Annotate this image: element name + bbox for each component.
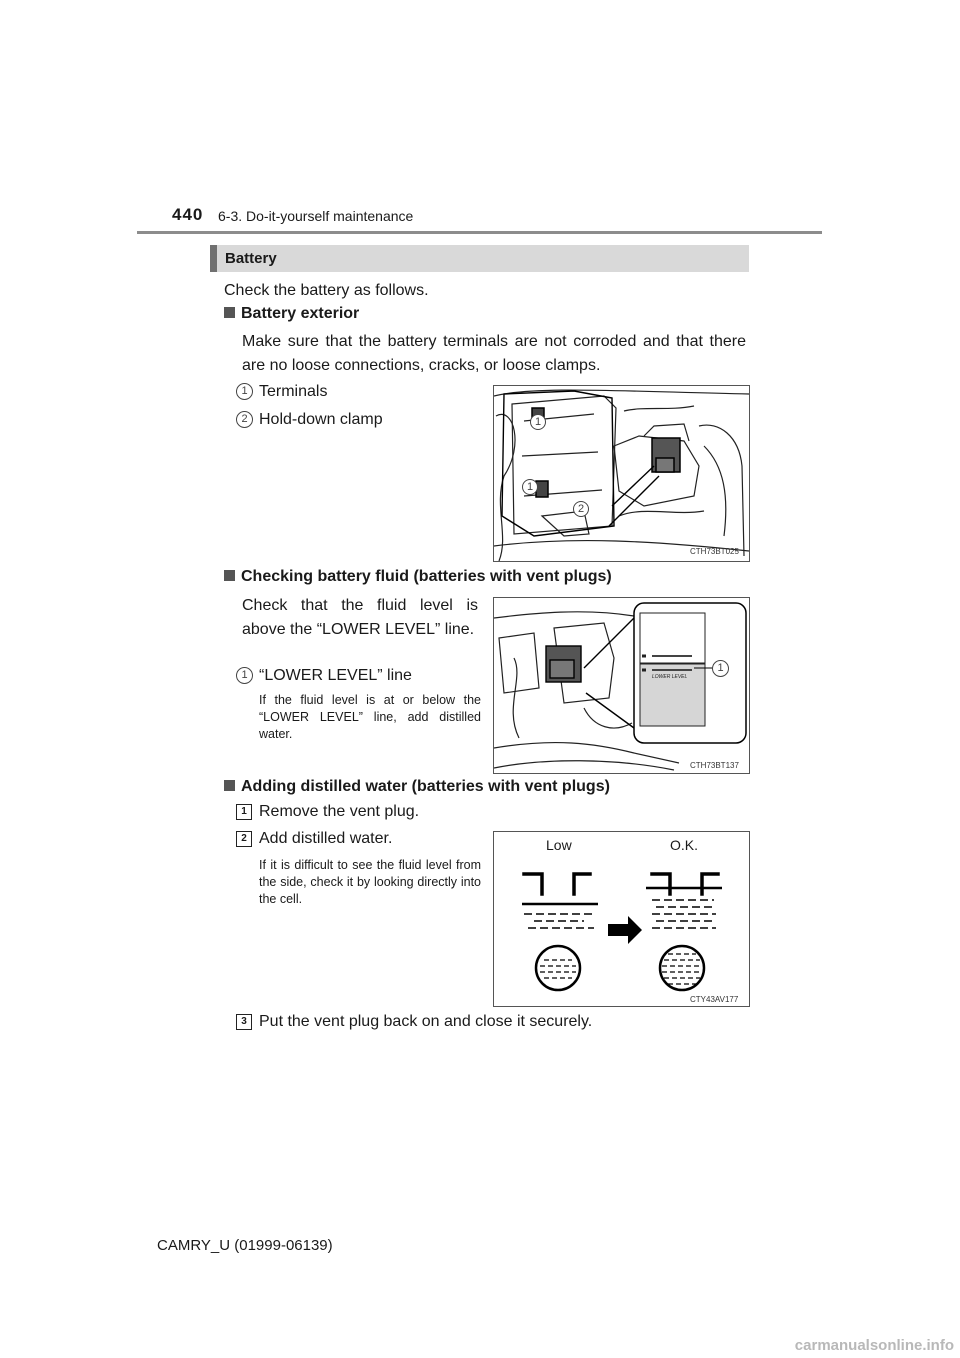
fluid-item-number-1: 1 (236, 667, 253, 684)
figure-code-3: CTY43AV177 (690, 995, 739, 1004)
header-rule (137, 231, 822, 234)
item-hold-down-clamp: Hold-down clamp (259, 411, 383, 428)
page-number: 440 (172, 205, 204, 224)
battery-fluid-figure (493, 597, 750, 774)
step-number-2: 2 (236, 831, 252, 847)
fluid-note: If the fluid level is at or below the “LOWER LEVEL” line, add distilled water. (259, 693, 481, 741)
low-vs-ok-illustration (494, 832, 749, 1006)
section-banner (210, 245, 749, 272)
item-number-1: 1 (236, 383, 253, 400)
distilled-heading-text: Adding distilled water (batteries with vent plugs) (241, 778, 610, 795)
fluid-heading (224, 568, 612, 586)
section-reference: 6-3. Do-it-yourself maintenance (218, 208, 414, 224)
distilled-heading (224, 778, 610, 796)
step-2-note: If it is difficult to see the fluid level from the side, check it by looking directly into the cell. (259, 858, 481, 906)
fluid-item-lower-level: “LOWER LEVEL” line (259, 667, 412, 684)
ok-label: O.K. (670, 837, 699, 853)
figure-callout-clamp: 2 (573, 501, 589, 517)
section-banner-marker (210, 245, 217, 272)
low-label: Low (546, 837, 572, 853)
item-terminals: Terminals (259, 383, 328, 400)
step-remove-vent-plug: Remove the vent plug. (259, 803, 420, 820)
watermark: carmanualsonline.info (794, 1337, 954, 1354)
square-bullet-icon (224, 780, 235, 791)
fluid-heading-text: Checking battery fluid (batteries with vent plugs) (241, 568, 612, 585)
figure-callout-terminal-bottom: 1 (522, 479, 538, 495)
figure-code-1: CTH73BT025 (690, 547, 739, 556)
figure-callout-terminal-top: 1 (530, 414, 546, 430)
document-id: CAMRY_U (01999-06139) (157, 1237, 333, 1254)
figure-code-2: CTH73BT137 (690, 761, 739, 770)
step-number-3: 3 (236, 1014, 252, 1030)
battery-exterior-figure (493, 385, 750, 562)
exterior-heading-text: Battery exterior (241, 305, 360, 322)
engine-bay-illustration (494, 386, 749, 561)
step-replace-vent-plug: Put the vent plug back on and close it securely. (259, 1013, 593, 1030)
fluid-body: Check that the fluid level is above the “LOWER LEVEL” line. (242, 597, 478, 638)
square-bullet-icon (224, 307, 235, 318)
fluid-level-illustration (494, 598, 749, 773)
exterior-heading (224, 305, 359, 323)
step-add-distilled-water: Add distilled water. (259, 830, 393, 847)
section-title: Battery (225, 250, 277, 267)
fluid-level-comparison-figure (493, 831, 750, 1007)
item-number-2: 2 (236, 411, 253, 428)
figure-callout-lower-level: 1 (712, 660, 729, 677)
lower-level-label: LOWER LEVEL (652, 674, 688, 680)
square-bullet-icon (224, 570, 235, 581)
step-number-1: 1 (236, 804, 252, 820)
exterior-body: Make sure that the battery terminals are not corroded and that there are no loose connections, cracks, or loose clamps. (242, 333, 746, 374)
intro-text: Check the battery as follows. (224, 282, 429, 299)
